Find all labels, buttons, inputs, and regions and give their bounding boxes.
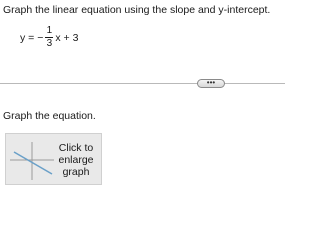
equation-lhs: y = − bbox=[20, 31, 44, 44]
section-divider bbox=[0, 83, 285, 84]
fraction-numerator: 1 bbox=[46, 25, 53, 36]
equation bbox=[20, 26, 78, 49]
question-instruction: Graph the linear equation using the slope and y-intercept. bbox=[3, 4, 271, 16]
slope-fraction bbox=[45, 26, 53, 49]
equation-rhs: x + 3 bbox=[55, 31, 79, 44]
enlarge-graph-label-line-2: enlarge bbox=[58, 154, 94, 166]
expand-more-button[interactable]: ••• bbox=[197, 79, 225, 88]
enlarge-graph-label bbox=[53, 142, 99, 178]
enlarge-graph-label-line-3: graph bbox=[62, 166, 90, 178]
graph-prompt: Graph the equation. bbox=[3, 110, 96, 122]
enlarge-graph-label-line-1: Click to bbox=[58, 142, 94, 154]
enlarge-graph-button[interactable] bbox=[5, 133, 102, 185]
fraction-denominator: 3 bbox=[46, 38, 53, 49]
